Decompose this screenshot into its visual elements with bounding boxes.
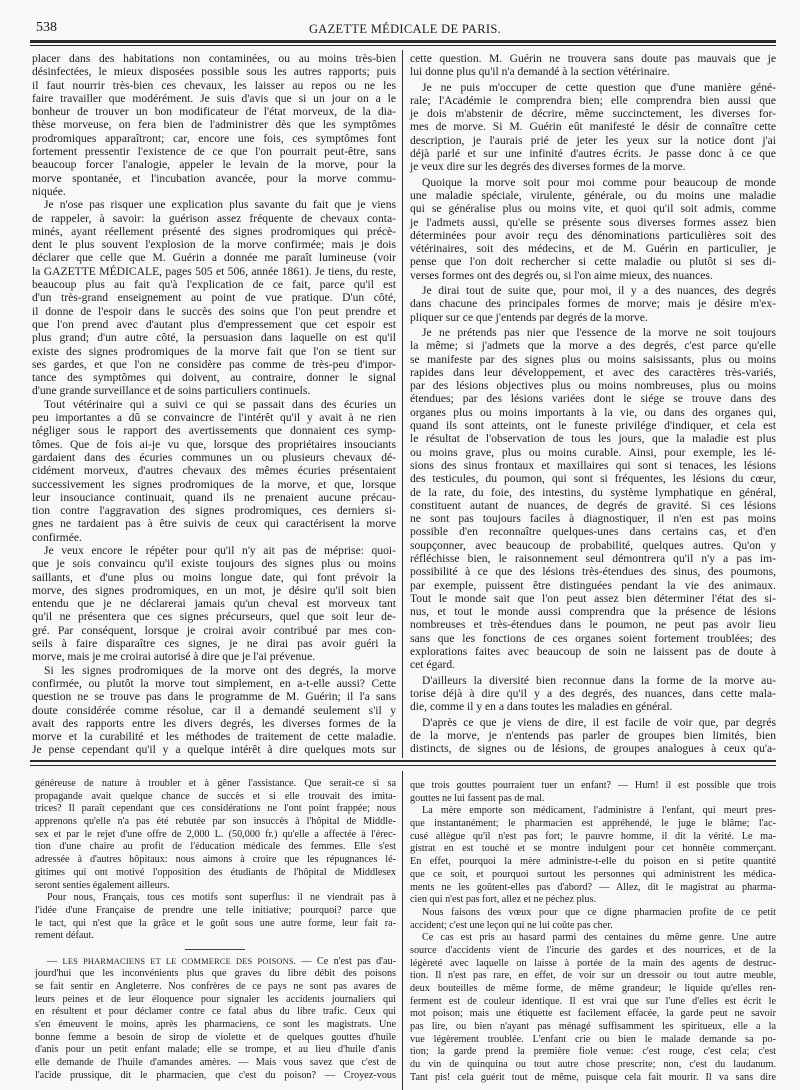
text-line: Je n'ose pas risquer une explication plus savante du fait que je viens bbox=[44, 198, 396, 212]
text-line: En effet, pourquoi la mère administre-t-elle du poison en si petite quantité bbox=[410, 856, 776, 868]
paragraph bbox=[32, 544, 396, 664]
text-line: en résultent et pour déclamer contre ce fatal abus du libre trafic. Ceux qui bbox=[35, 1006, 396, 1018]
text-line: successivement les signes prodromiques de la morve, et que, lorsque bbox=[32, 477, 396, 491]
paragraph bbox=[32, 52, 396, 198]
text-line: gistrat en est touché et se montre indulgent pour cet honnête commerçant. bbox=[410, 843, 776, 855]
text-line: cette question. M. Guérin ne trouvera sans doute pas mauvais que je bbox=[410, 52, 776, 65]
text-line: D'ailleurs la diversité bien reconnue dans la forme de la morve au- bbox=[422, 673, 776, 687]
header-rule-thin bbox=[30, 45, 776, 46]
text-line: cien qui n'est pas fort, allez et ne péchez plus. bbox=[410, 894, 596, 906]
text-line: fortement pressentir l'existence de ce que l'on pourrait peut-être, sans bbox=[32, 145, 396, 159]
text-line: il donne de l'espoir dans le succès des soins que l'on peut prendre et bbox=[32, 304, 396, 318]
text-line: propagande avait quelque chance de succès et si elle trouvait des imita- bbox=[35, 790, 396, 802]
text-line: vue légèrement troublée. L'enfant crie ou bien le malade demande sa po- bbox=[410, 1033, 776, 1045]
paragraph bbox=[32, 198, 396, 397]
text-line: apprenons qu'elle n'a pas été rebutée par son insuccès à l'hôpital de Middle- bbox=[35, 816, 396, 828]
paragraph bbox=[410, 52, 776, 79]
text-line: doute considérée comme résolue, car il a demandé seulement s'il y bbox=[32, 703, 396, 717]
column-rule bbox=[402, 50, 403, 758]
text-line: désinfectées, le mieux disposées possible sous les autres rapports; puis bbox=[32, 65, 396, 79]
text-line: soupçonner, avec beaucoup de probabilité, quelques autres. Qu'on y bbox=[410, 538, 776, 552]
text-line: tion. Il n'est pas rare, en effet, de voir sur un dressoir ou tout autre meuble, bbox=[410, 970, 776, 982]
text-line: leurs peines et de leur éloquence pour signaler les accidents journaliers qui bbox=[35, 993, 396, 1005]
paragraph bbox=[410, 284, 776, 324]
text-line: Je ne prétends pas nier que l'essence de la morve ne soit toujours bbox=[422, 325, 776, 339]
text-line: gardaient dans des écuries communes un ou plusieurs chevaux dé- bbox=[32, 450, 396, 464]
text-line: du vin de quinquina ou tout autre chose prescrite; non, c'est du laudanum. bbox=[410, 1059, 776, 1071]
text-line: thèse morveuse, on fera bien de l'administrer dès que les symptômes bbox=[32, 118, 396, 132]
text-line: constituent autant de nuances, de degrés de gravité. Si ces lésions bbox=[410, 498, 776, 512]
section-divider bbox=[30, 760, 776, 762]
text-line: faire travailler que modérément. Je suis d'avis que si un jour on a le bbox=[32, 91, 396, 105]
text-line: sans que les fonctions de ces organes soient fortement troublées; des bbox=[410, 631, 776, 645]
text-line: leur insouciance continuait, quand ils ne prenaient aucune précau- bbox=[32, 490, 396, 504]
paragraph bbox=[35, 778, 396, 892]
text-line: morve, mais je me croirai autorisé à dire que je l'ai prévenue. bbox=[32, 650, 316, 664]
running-title: GAZETTE MÉDICALE DE PARIS. bbox=[308, 22, 502, 36]
text-line: se fait sentir en Angleterre. Nos confrères de ce pays ne sont pas avares de bbox=[35, 981, 396, 992]
text-line: Je ne puis m'occuper de cette question que d'une manière géné- bbox=[422, 80, 776, 94]
separator-rule bbox=[185, 949, 245, 950]
paragraph bbox=[410, 805, 776, 907]
text-line: deux bouteilles de même forme, de même grandeur; le liquide qu'elles ren- bbox=[410, 983, 776, 994]
text-line: die, comme il y en a dans toutes les maladies en général. bbox=[410, 700, 673, 714]
text-line: seils à faire disparaître ces signes, je ne dirai pas avoir guéri la bbox=[32, 637, 396, 651]
page-number: 538 bbox=[36, 20, 57, 35]
text-line: peu importantes a dû se convaincre de l'intérêt qu'il y avait à ne rien bbox=[32, 411, 396, 425]
text-line: Je pense cependant qu'il y a quelque intérêt à dire quelques mots sur bbox=[32, 743, 396, 757]
text-line: d'anis pour un petit enfant malade; elle se trompe, et au lieu d'huile d'anis bbox=[35, 1044, 396, 1056]
text-line: ments ne les goûtent-elles pas d'abord? — Allez, dit le magistrat au pharma- bbox=[410, 881, 776, 893]
text-line: que l'on prend avec d'autant plus d'empressement que cet espoir est bbox=[32, 317, 396, 331]
text-line: cet égard. bbox=[410, 658, 456, 672]
text-line: étendues; par des lésions variées dont le siége se trouve dans des bbox=[410, 392, 776, 406]
text-line: minés, ayant réellement présenté des signes prodromiques qui précè- bbox=[32, 224, 396, 238]
text-line: je veux dire sur les degrés des diverses formes de la morve. bbox=[410, 160, 686, 174]
text-line: question ne se trouve pas dans le programme de M. Guérin; il l'a sans bbox=[32, 690, 396, 704]
paragraph bbox=[410, 81, 776, 174]
text-line: nombreuses et très-étendues dans le poumon, ne peut pas avoir lieu bbox=[410, 618, 776, 632]
text-line: déterminées pour avoir reçu des dénominations particulières soit des bbox=[410, 228, 776, 242]
text-line: entendu que je ne déclarerai jamais qu'un cheval est morveux tant bbox=[32, 597, 396, 611]
paragraph bbox=[35, 956, 396, 1083]
paragraph bbox=[32, 664, 396, 757]
text-line: beaucoup forcer l'analogie, appeler le levain de la morve, pour la bbox=[32, 158, 396, 172]
text-line: que je sois convaincu qu'il existe toujours des signes plus ou moins bbox=[32, 557, 396, 571]
text-line: ses gardes, et que l'on ne considère pas comme de très-peu d'impor- bbox=[32, 357, 396, 371]
paragraph bbox=[410, 716, 776, 756]
text-line: s'en émeuvent le moins, après les pharmaciens, ce sont les magistrats. Une bbox=[35, 1019, 396, 1031]
text-line: la GAZETTE MÉDICALE, pages 505 et 506, année 1861). Je tiens, du reste, bbox=[32, 264, 396, 278]
text-line: ferment est de couleur identique. Il est vrai que sur l'une d'elles est écrit le bbox=[410, 995, 776, 1007]
text-line: pliquer sur ce que j'entends par degrés de la morve. bbox=[410, 310, 648, 324]
text-line: nus, et tout le monde aussi comprendra que la présence de lésions bbox=[410, 605, 776, 619]
text-line: pense que l'on doit rechercher si cette maladie ou plutôt si ses di- bbox=[410, 255, 776, 269]
text-line: Pour nous, Français, tous ces motifs sont superflus: il ne viendrait pas à bbox=[47, 892, 396, 904]
text-line: saillants, et d'une plus ou moins longue date, qui font prévoir la bbox=[32, 570, 396, 584]
text-line: verses formes ont des degrés ou, si l'on aime mieux, des nuances. bbox=[410, 268, 713, 282]
text-line: tion; la garde prend la première fiole venue: c'est rouge, c'est cela; c'est bbox=[410, 1046, 776, 1058]
text-line: trices? Il paraît cependant que ces considérations ne l'ont point frappée; nous bbox=[35, 803, 396, 815]
text-line: possibilité à ce que des lésions très-étendues des sinus, des poumons, bbox=[410, 565, 776, 579]
text-line: avait des rapports entre les divers degrés, les diverses formes de la bbox=[32, 716, 396, 730]
text-line: Tout le monde sait que l'on peut assez bien déterminer l'état des si- bbox=[410, 591, 776, 605]
text-line: torise déjà à dire qu'il y a des degrés, des nuances, dans cette mala- bbox=[410, 686, 776, 700]
text-line: gitimes qui ont motivé l'opposition des étudiants de l'hôpital de Middlesex bbox=[35, 866, 396, 878]
text-line: sions des sinus frontaux et maxillaires qui sont si tenaces, les lésions bbox=[410, 458, 776, 472]
text-line: tion d'une chaire au profit de l'éducation médicale des femmes. Elle s'est bbox=[35, 841, 396, 853]
text-line: explorations faites avec beaucoup de soin ne laissent pas de doute à bbox=[410, 645, 776, 659]
article-right-column bbox=[410, 52, 776, 755]
text-line: pas lire, ou bien n'ayant pas ménagé suffisamment les spiritueux, elle a la bbox=[410, 1021, 776, 1033]
text-line: dans chacune des principales formes de morve; mais je désire m'ex- bbox=[410, 297, 776, 311]
text-line: lui donne plus qu'il n'a demandé à la section vétérinaire. bbox=[410, 65, 670, 79]
text-line: accident; c'est une leçon qui ne lui coûte pas cher. bbox=[410, 919, 613, 931]
text-line: de la morve, je n'entends pas parler de groupes bien limités, bien bbox=[410, 728, 776, 742]
text-line: déjà parlé et sur une infinité d'autres écrits. Je passe donc à ce que bbox=[410, 147, 776, 161]
text-line: beaucoup plus au fait qu'à l'explication de ce fait, parce qu'il est bbox=[32, 278, 396, 292]
text-line: mot poison; mais une étiquette est facilement effacée, la garde peut ne savoir bbox=[410, 1008, 776, 1020]
paragraph bbox=[32, 398, 396, 544]
paragraph bbox=[410, 907, 776, 932]
paragraph bbox=[35, 892, 396, 943]
text-line: Si les signes prodromiques de la morve ont des degrés, la morve bbox=[44, 663, 396, 677]
text-line: généreuse de nature à troubler et à gêner l'assistance. Que serait-ce si sa bbox=[35, 778, 396, 789]
text-line: La mère emporte son médicament, l'administre à l'enfant, qui meurt pres- bbox=[422, 805, 776, 817]
text-line: jourd'hui que les inconvénients plus que graves du libre débit des poisons bbox=[35, 968, 396, 980]
text-line: Tout vétérinaire qui a suivi ce qui se passait dans des écuries un bbox=[44, 397, 396, 411]
text-line: cidément morveux, d'autres chevaux des mêmes écuries présentaient bbox=[32, 464, 396, 478]
text-line: mes de morve. Si M. Guérin eût manifesté le désir de connaître cette bbox=[410, 120, 776, 134]
paragraph bbox=[410, 326, 776, 672]
text-line: qu'il ne présentera que ces signes précurseurs, quel que soit leur de- bbox=[32, 610, 396, 624]
text-line: Quoique la morve soit pour moi comme pour beaucoup de monde bbox=[422, 175, 776, 189]
text-line: des testicules, du poumon, qui sont si fréquentes, les lésions du cœur, bbox=[410, 472, 776, 486]
text-line: sex et par le rejet d'une offre de 2,000 L. (50,000 fr.) qu'elle a affectée à l'érec- bbox=[35, 828, 396, 840]
text-line: une maladie spéciale, virulente, générale, ou du moins une maladie bbox=[410, 188, 776, 202]
text-line: bonheur de trouver un bon modificateur de l'état morveux, de la dia- bbox=[32, 105, 396, 119]
paragraph-separator bbox=[35, 943, 396, 956]
text-line: Ce cas est pris au hasard parmi des centaines du même genre. Une autre bbox=[422, 932, 776, 944]
text-line: distincts, de signes ou de lésions, de groupes analogues à ceux qu'a- bbox=[410, 742, 776, 756]
section-divider-thin bbox=[30, 765, 776, 766]
bottom-article-right-column bbox=[410, 780, 776, 1085]
text-line: confirmée. bbox=[32, 530, 82, 544]
text-line: d'un très-grand enseignement au point de vue pratique. D'un côté, bbox=[32, 291, 396, 305]
text-line: la même; si j'admets que la morve a des degrés, c'est parce qu'elle bbox=[410, 339, 776, 353]
text-line: source d'accidents vient de l'incurie des gardes et des nourrices, et de la bbox=[410, 944, 776, 956]
text-line: gouttes ne lui fassent pas de mal. bbox=[410, 792, 545, 804]
text-line: plus grand; d'un autre côté, la persuasion dans laquelle on est qu'il bbox=[32, 331, 396, 345]
text-line: cusé allègue qu'il n'est pas fort; le pauvre homme, il dit la vérité. Le ma- bbox=[410, 830, 776, 842]
text-line: il faut nourrir très-bien ces chevaux, les laisser au repos ou ne les bbox=[32, 78, 396, 92]
text-line: elle demande de l'huile d'amandes amères. — Mais vous savez que c'est de bbox=[35, 1057, 396, 1069]
text-line: le tact, qui n'est que la grâce et le goût sous une autre forme, leur fait ra- bbox=[35, 917, 396, 929]
column-rule-lower bbox=[402, 771, 403, 1090]
text-line: vétérinaires, soit des médecins, et de M. Guérin en particulier, je bbox=[410, 242, 776, 256]
text-line: Tant pis! cela guérit tout de même, puisque cela fait mourir. Il va sans dire bbox=[410, 1071, 776, 1083]
text-line: légèreté avec laquelle on laisse à portée de la main des agents de destruc- bbox=[410, 957, 776, 969]
text-line: tance des symptômes qui doivent, au contraire, donner le signal bbox=[32, 371, 396, 385]
text-line: rale; l'Académie le comprendra bien; elle comprendra bien aussi que bbox=[410, 93, 776, 107]
text-line: quand ils sont atteints, ont le funeste privilége d'indiquer, et cela est bbox=[410, 419, 776, 433]
text-line: dent le plus souvent l'explosion de la morve confirmée; mais je dois bbox=[32, 238, 396, 252]
text-line: que instantanément; le pharmacien est appréhendé, le juge le blâme; l'ac- bbox=[410, 818, 776, 830]
article-left-column bbox=[32, 52, 396, 757]
paragraph bbox=[410, 674, 776, 714]
text-line: D'après ce que je viens de dire, il est facile de voir que, par degrés bbox=[422, 715, 776, 729]
text-line: que trois gouttes pourraient tuer un enfant? — Hum! il est possible que trois bbox=[410, 780, 776, 791]
text-line: je l'admets aussi, qu'elle se présente sous diverses formes assez bien bbox=[410, 215, 776, 229]
paragraph bbox=[410, 176, 776, 282]
text-line: déclarer que celle que M. Guérin a donnée me paraît lumineuse (voir bbox=[32, 251, 396, 265]
text-line: par exemple, puissent être distinguées pendant la vie des animaux. bbox=[410, 578, 776, 592]
text-line: prodromiques apparaîtront; car, encore une fois, ces symptômes font bbox=[32, 131, 396, 145]
text-line: de rappeler, à savoir: la guérison assez fréquente de chevaux conta- bbox=[32, 211, 396, 225]
text-line: morve, des signes prodromiques, en un mot, je désire qu'il soit bien bbox=[32, 583, 396, 597]
text-line: morve et la curabilité et les méthodes de traitement de cette maladie. bbox=[32, 730, 396, 744]
section-heading: LES PHARMACIENS ET LE COMMERCE DES POISONS. bbox=[62, 956, 297, 966]
text-line: adressée à d'autres hôpitaux: nous aimons à croire que les répugnances lé- bbox=[35, 854, 396, 866]
text-line: possible d'en reconnaître quelques-unes dans certains cas, et d'en bbox=[410, 525, 776, 539]
text-line: se manifeste par des signes plus ou moins saisissants, plus ou moins bbox=[410, 352, 776, 366]
text-line: organes plus ou moins importants à la vie, ou dans des organes qui, bbox=[410, 405, 776, 419]
text-line: seront senties également ailleurs. bbox=[35, 879, 170, 891]
text-line: qui se généralise plus ou moins vite, et quoi qu'il soit admis, comme bbox=[410, 202, 776, 216]
text-line: Je veux encore le répéter pour qu'il n'y ait pas de méprise: quoi- bbox=[44, 543, 396, 557]
text-line: Nous faisons des vœux pour que ce digne pharmacien profite de ce petit bbox=[422, 906, 776, 918]
text-line: tômes. Que de fois ai-je vu que, lorsque des propriétaires insouciants bbox=[32, 437, 396, 451]
text-line: bonne femme a besoin de sirop de violette et de quelques gouttes d'huile bbox=[35, 1031, 396, 1043]
text-line: réfléchisse bien, le raisonnement seul démontrera qu'il n'y a pas im- bbox=[410, 551, 776, 565]
text-line: l'acide prussique, dit le pharmacien, que c'est du poison? — Croyez-vous bbox=[35, 1069, 396, 1081]
text-line: d'une grande surveillance et de soins particuliers continuels. bbox=[32, 384, 311, 398]
section-heading-line bbox=[35, 956, 396, 969]
text-line: le résultat de l'observation de tous les jours, que la maladie est plus bbox=[410, 432, 776, 446]
paragraph bbox=[410, 780, 776, 805]
bottom-article-left-column bbox=[35, 778, 396, 1083]
text-line: niquée. bbox=[32, 184, 66, 198]
text-line: rement défaut. bbox=[35, 930, 94, 942]
text-line: Je dirai tout de suite que, pour moi, il y a des nuances, des degrés bbox=[422, 284, 776, 298]
text-line: de la rate, du foie, des intestins, du système lymphatique en général, bbox=[410, 485, 776, 499]
text-line: par des lésions objectives plus ou moins nombreuses, plus ou moins bbox=[410, 379, 776, 393]
text-line: gnes ne tardaient pas à être suivis de ceux qui caractérisent la morve bbox=[32, 517, 396, 531]
text-line: placer dans des habitations non contaminées, ou au moins très-bien bbox=[32, 52, 396, 65]
text-line: existe des signes prodromiques de la morve fait que l'on se tient sur bbox=[32, 344, 396, 358]
text-line: tion contre l'aggravation des signes prodromiques, ces derniers si- bbox=[32, 504, 396, 518]
heading-continuation: — Ce n'est pas d'au- bbox=[301, 955, 397, 967]
text-line: l'idée d'une Française de prendre une telle initiative; pourquoi? parce que bbox=[35, 904, 396, 916]
text-line: que ce soit, et pourquoi surtout les personnes qui administrent les médica- bbox=[410, 868, 776, 880]
heading-dash: — bbox=[47, 955, 58, 967]
text-line: gré. Par conséquent, lorsque je croirai avoir contribué par mes con- bbox=[32, 623, 396, 637]
text-line: ne sont pas toujours faciles à diagnostiquer, il n'en est pas moins bbox=[410, 512, 776, 526]
text-line: rapides dans leur développement, et avec des caractères très-variés, bbox=[410, 365, 776, 379]
text-line: morve spontanée, et l'incubation avancée, pour la morve commu- bbox=[32, 171, 396, 185]
paragraph bbox=[410, 932, 776, 1084]
text-line: je dois m'abstenir de décrire, même succinctement, les diverses for- bbox=[410, 107, 776, 121]
text-line: négliger sous le rapport des avertissements que donnaient ces symp- bbox=[32, 424, 396, 438]
text-line: description, je l'aurais prié de jeter les yeux sur la notice dont j'ai bbox=[410, 133, 776, 147]
header-rule bbox=[30, 40, 776, 43]
text-line: ou moins grave, plus ou moins curable. Ainsi, pour exemple, les lé- bbox=[410, 445, 776, 459]
text-line: confirmée, ou plutôt la morve tout simplement, en a-t-elle aussi? Cette bbox=[32, 676, 396, 690]
